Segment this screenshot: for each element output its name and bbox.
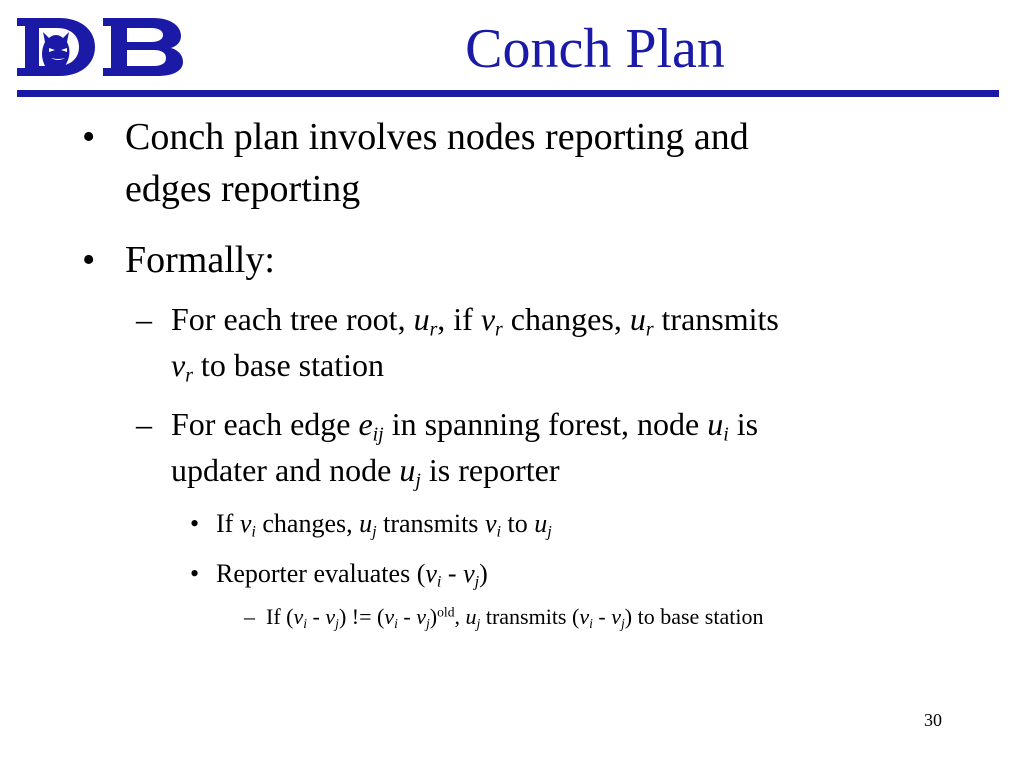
- sub-bullet-line: For each edge $e_{ij}$ in spanning forest, node $u_i$ is: [171, 406, 759, 446]
- sub-bullet-line: $v_r$ to base station: [171, 347, 384, 387]
- bullet-text-line: edges reporting: [125, 168, 361, 210]
- dash-marker: –: [136, 406, 152, 442]
- slide-title: Conch Plan: [465, 18, 725, 80]
- bullet-marker: •: [82, 239, 96, 281]
- level3-text: Reporter evaluates $(v_i - v_j)$: [216, 559, 488, 591]
- bullet-text: Formally:: [125, 239, 275, 281]
- title-divider: [17, 90, 999, 97]
- dash-marker: –: [136, 301, 152, 337]
- level4-text: If $(v_i - v_j)$ != $(v_i - v_j)^{old}$, $u_j$ transmits $(v_i - v_j)$ to base station: [266, 604, 764, 631]
- page-number: 30: [924, 710, 942, 730]
- duke-logo-icon: [15, 14, 185, 80]
- sub-bullet-line: For each tree root, $u_r$, if $v_r$ changes, $u_r$ transmits: [171, 301, 779, 341]
- dash-marker: –: [244, 604, 255, 629]
- level3-text: If $v_i$ changes, $u_j$ transmits $v_i$ to $u_j$: [216, 509, 552, 541]
- bullet-text-line: Conch plan involves nodes reporting and: [125, 116, 749, 158]
- sub-bullet-line: updater and node $u_j$ is reporter: [171, 452, 560, 492]
- bullet-marker: •: [190, 509, 200, 538]
- bullet-marker: •: [190, 559, 200, 588]
- bullet-marker: •: [82, 116, 96, 158]
